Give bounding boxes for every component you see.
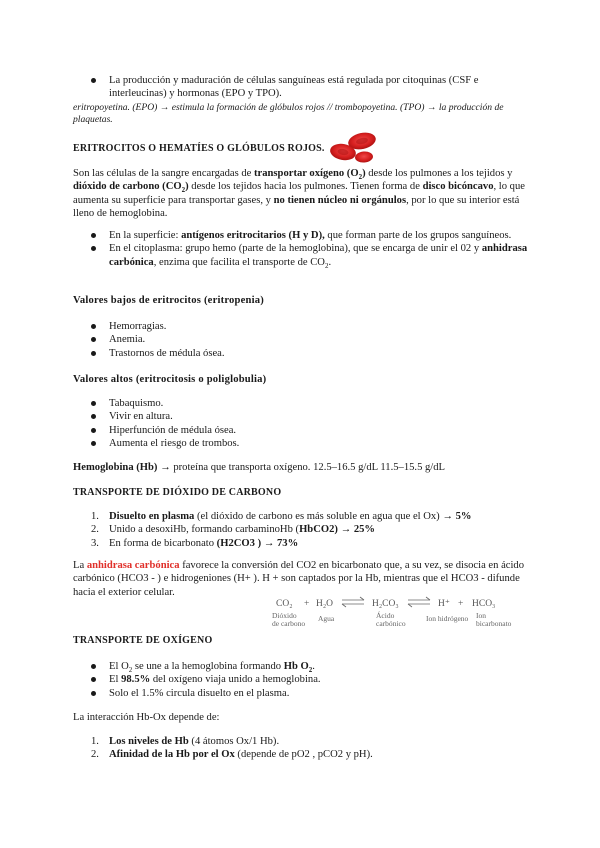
list-item: Hiperfunción de médula ósea.: [73, 424, 533, 437]
eq-h-plus: H⁺: [438, 599, 450, 609]
list-item: 1. Los niveles de Hb (4 átomos Ox/1 Hb).: [91, 736, 280, 747]
equilibrium-arrow-icon: [406, 594, 432, 610]
list-item: Trastornos de médula ósea.: [73, 347, 533, 360]
red-blood-cells-illustration: [328, 130, 378, 164]
interaction-factors-list: [73, 735, 533, 762]
o2-transport-heading: TRANSPORTE DE OXÍGENO: [73, 635, 213, 646]
eq-h2o: H₂O: [316, 599, 334, 609]
interaction-intro: La interacción Hb-Ox depende de:: [73, 712, 220, 723]
o2-transport-list: [73, 660, 533, 700]
high-values-list: [73, 397, 533, 451]
erythrocyte-structure-list: [73, 229, 533, 269]
list-item: Hemorragias.: [73, 320, 533, 333]
list-item: Solo el 1.5% circula disuelto en el plasma.: [73, 687, 533, 700]
list-item: En la superficie: antígenos eritrocitarios (H y D), que forman parte de los grupos sanguíneos.: [73, 229, 533, 242]
list-item: Aumenta el riesgo de trombos.: [73, 437, 533, 450]
list-item: 1. Disuelto en plasma (el dióxido de carbono es más soluble en agua que el Ox) → 5%: [91, 511, 472, 522]
equilibrium-arrow-icon: [340, 594, 366, 610]
erythrocytes-heading: ERITROCITOS O HEMATÍES O GLÓBULOS ROJOS.: [73, 143, 325, 154]
list-item: 2. Afinidad de la Hb por el Ox (depende de pO2 , pCO2 y pH).: [91, 749, 373, 761]
low-values-heading: Valores bajos de eritrocitos (eritropenia): [73, 295, 265, 306]
list-item: El $O_2$ se une a la hemoglobina formando Hb $O_2$.: [73, 660, 533, 673]
erythrocytes-description: Son las células de la sangre encargadas de transportar oxígeno $(O_2)$ desde los pulmones a los tejidos y dióxido de carbono $(CO_2)$ desde los tejidos hacia los pulmones. Tienen forma de disco bicóncavo, lo que aumenta su superficie para transportar gases, y no tienen núcleo ni orgánulos, por lo que su interior está lleno de hemoglobina.: [73, 168, 525, 220]
list-item: La producción y maduración de células sanguíneas está regulada por citoquinas (CSF e interleucinas) y hormonas (EPO y TPO).: [73, 74, 533, 101]
hormone-note: eritropoyetina. (EPO) → estimula la formación de glóbulos rojos // trombopoyetina. (TPO) → la producción de plaquetas.: [73, 102, 504, 125]
list-item: En el citoplasma: grupo hemo (parte de la hemoglobina), que se encarga de unir el 02 y anhidrasa carbónica, enzima que facilita el transporte de $CO_2$.: [73, 242, 533, 269]
eq-h2co3: H₂CO₃: [372, 599, 399, 609]
list-item: 3. En forma de bicarbonato (H2CO3 ) → 73%: [91, 537, 299, 549]
list-item: 2. Unido a desoxiHb, formando carbaminoHb (HbCO2) → 25%: [91, 524, 375, 536]
low-values-list: [73, 320, 533, 360]
eq-co2: CO₂: [276, 599, 293, 609]
hemoglobin-line: Hemoglobina (Hb) → proteína que transporta oxígeno. 12.5–16.5 g/dL 11.5–15.5 g/dL: [73, 462, 446, 473]
co2-transport-heading: TRANSPORTE DE DIÓXIDO DE CARBONO: [73, 487, 282, 498]
high-values-heading: Valores altos (eritrocitosis o poliglobulia): [73, 374, 267, 385]
list-item: Vivir en altura.: [73, 410, 533, 423]
eq-hco3: HCO₃: [472, 599, 496, 609]
bicarbonate-equation: CO₂ Dióxido de carbono + H₂O Agua H₂CO₃ Ácido carbónico H⁺ Ion hidrógeno + HCO₃ Ion bicarbonato: [272, 592, 592, 630]
list-item: Anemia.: [73, 333, 533, 346]
regulation-section: [73, 74, 533, 101]
list-item: Tabaquismo.: [73, 397, 533, 410]
list-item: El 98.5% del oxígeno viaja unido a hemoglobina.: [73, 673, 533, 686]
carbonic-anhydrase-paragraph: La anhidrasa carbónica favorece la conversión del CO2 en bicarbonato que, a su vez, se disocia en ácido carbónico (HCO3 - ) e hidrogeniones (H+ ). H + son captados por la Hb, mientras que el HCO3 - difunde hacia el exterior celular.: [73, 560, 525, 598]
co2-transport-list: [73, 510, 533, 550]
